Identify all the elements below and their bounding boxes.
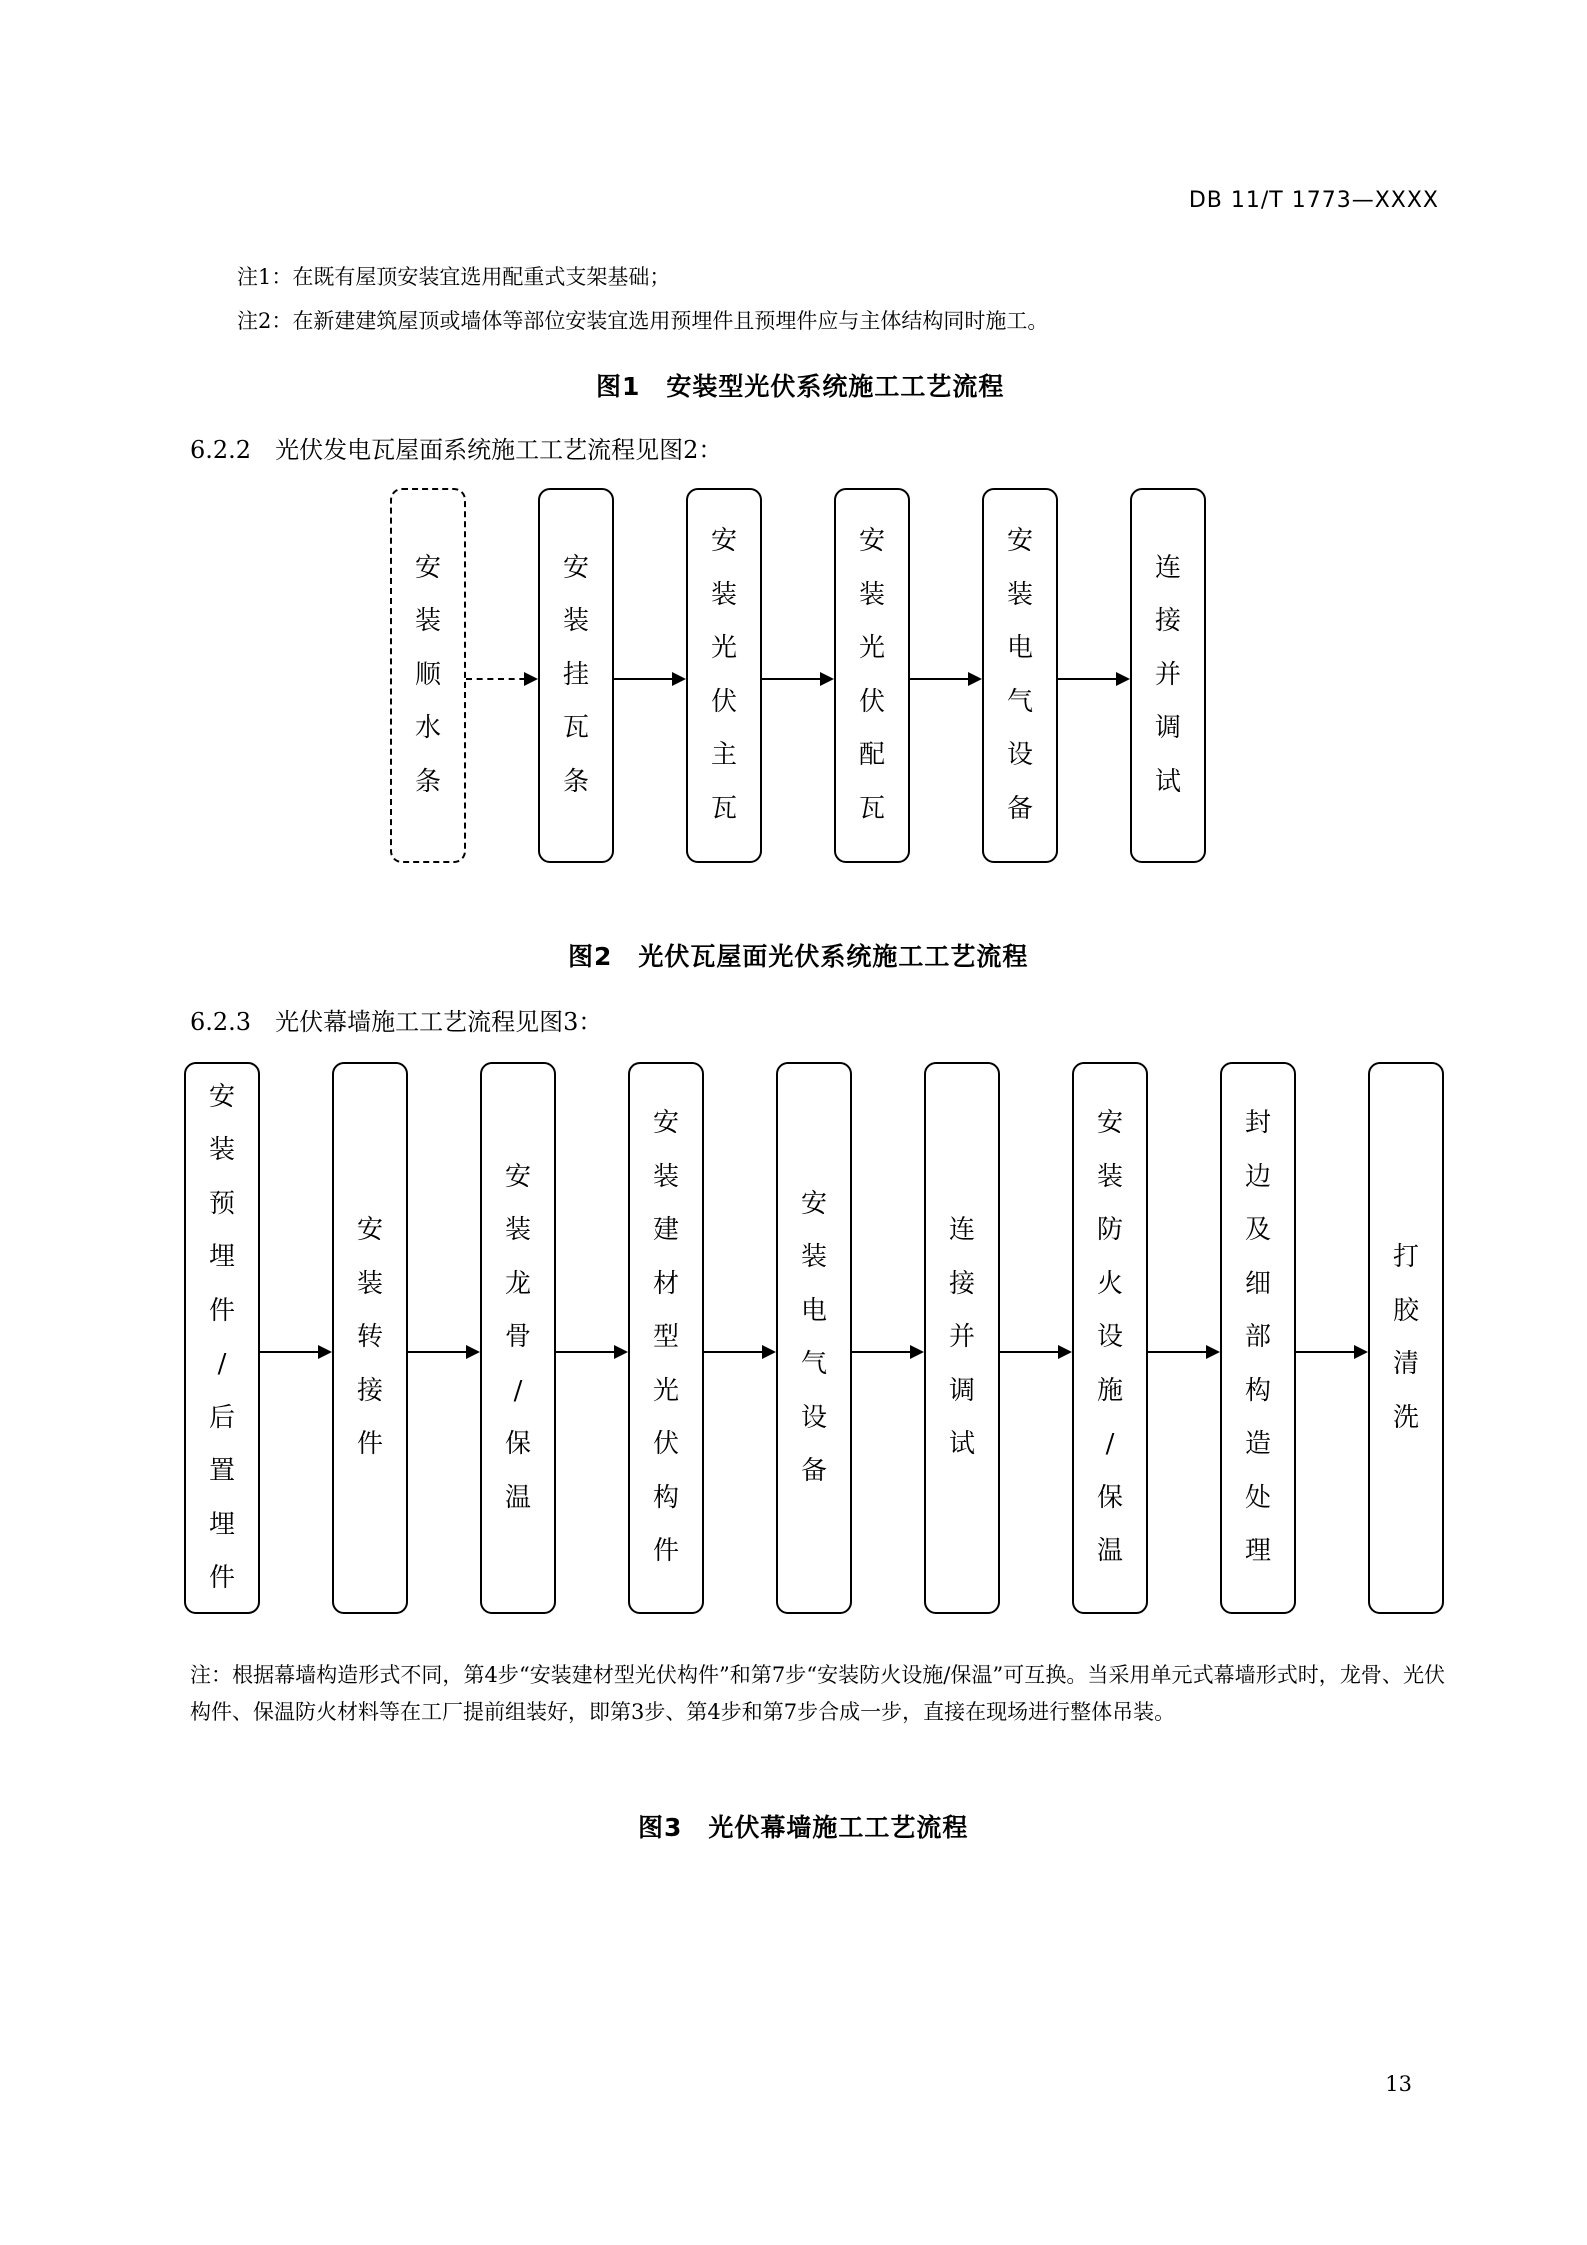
fig3-arrow-5: [852, 1351, 922, 1353]
fig2-step-1-label: 安 装 顺 水 条: [414, 552, 441, 797]
section-6-2-3: 6.2.3 光伏幕墙施工工艺流程见图3：: [190, 1008, 603, 1036]
figure-1-caption: 图1 安装型光伏系统施工工艺流程: [596, 372, 1005, 401]
fig3-step-3-label: 安 装 龙 骨 / 保 温: [504, 1161, 531, 1513]
fig2-arrow-4: [910, 678, 980, 680]
fig2-step-4-label: 安 装 光 伏 配 瓦: [858, 526, 885, 824]
fig3-arrow-8: [1296, 1351, 1366, 1353]
fig3-arrow-7: [1148, 1351, 1218, 1353]
fig3-step-1: [184, 1062, 260, 1614]
figure-3-note: 注：根据幕墙构造形式不同，第4步“安装建材型光伏构件”和第7步“安装防火设施/保温”可互换。当采用单元式幕墙形式时，龙骨、光伏构件、保温防火材料等在工厂提前组装好，即第3步、第4步和第7步合成一步，直接在现场进行整体吊装。: [190, 1663, 1445, 1724]
fig3-arrow-6: [1000, 1351, 1070, 1353]
fig3-step-1-label: 安 装 预 埋 件 / 后 置 埋 件: [208, 1081, 235, 1593]
fig2-step-5: [982, 488, 1058, 863]
figure-2-caption: 图2 光伏瓦屋面光伏系统施工工艺流程: [568, 942, 1029, 971]
fig3-step-6-label: 连 接 并 调 试: [948, 1215, 975, 1460]
fig3-step-2-label: 安 装 转 接 件: [356, 1215, 383, 1460]
fig3-step-9: [1368, 1062, 1444, 1614]
fig2-arrow-2: [614, 678, 684, 680]
fig2-step-5-label: 安 装 电 气 设 备: [1006, 526, 1033, 824]
fig2-step-3: [686, 488, 762, 863]
fig3-step-7: [1072, 1062, 1148, 1614]
fig3-arrow-2: [408, 1351, 478, 1353]
fig2-step-6-label: 连 接 并 调 试: [1154, 552, 1181, 797]
fig2-step-2: [538, 488, 614, 863]
document-code: DB 11/T 1773—XXXX: [1188, 188, 1439, 213]
fig3-step-7-label: 安 装 防 火 设 施 / 保 温: [1096, 1108, 1123, 1567]
fig3-step-4-label: 安 装 建 材 型 光 伏 构 件: [652, 1108, 679, 1567]
fig3-step-8-label: 封 边 及 细 部 构 造 处 理: [1244, 1108, 1271, 1567]
fig2-arrow-1: [466, 678, 536, 680]
fig2-step-6: [1130, 488, 1206, 863]
fig1-note-1: 注1：在既有屋顶安装宜选用配重式支架基础；: [237, 265, 671, 289]
fig2-step-4: [834, 488, 910, 863]
fig3-step-8: [1220, 1062, 1296, 1614]
fig2-arrow-3: [762, 678, 832, 680]
fig1-note-2: 注2：在新建建筑屋顶或墙体等部位安装宜选用预埋件且预埋件应与主体结构同时施工。: [237, 309, 1049, 333]
section-6-2-2: 6.2.2 光伏发电瓦屋面系统施工工艺流程见图2：: [190, 436, 723, 464]
fig3-arrow-1: [260, 1351, 330, 1353]
fig3-step-3: [480, 1062, 556, 1614]
page-number: 13: [1385, 2072, 1412, 2096]
fig2-arrow-5: [1058, 678, 1128, 680]
fig3-step-5: [776, 1062, 852, 1614]
fig2-step-1: [390, 488, 466, 863]
fig3-step-2: [332, 1062, 408, 1614]
fig2-step-3-label: 安 装 光 伏 主 瓦: [710, 526, 737, 824]
fig3-step-4: [628, 1062, 704, 1614]
fig3-arrow-3: [556, 1351, 626, 1353]
fig3-step-6: [924, 1062, 1000, 1614]
fig2-step-2-label: 安 装 挂 瓦 条: [562, 552, 589, 797]
fig3-step-9-label: 打 胶 清 洗: [1392, 1242, 1419, 1433]
fig3-arrow-4: [704, 1351, 774, 1353]
figure-3-caption: 图3 光伏幕墙施工工艺流程: [638, 1813, 969, 1842]
fig3-step-5-label: 安 装 电 气 设 备: [800, 1188, 827, 1486]
